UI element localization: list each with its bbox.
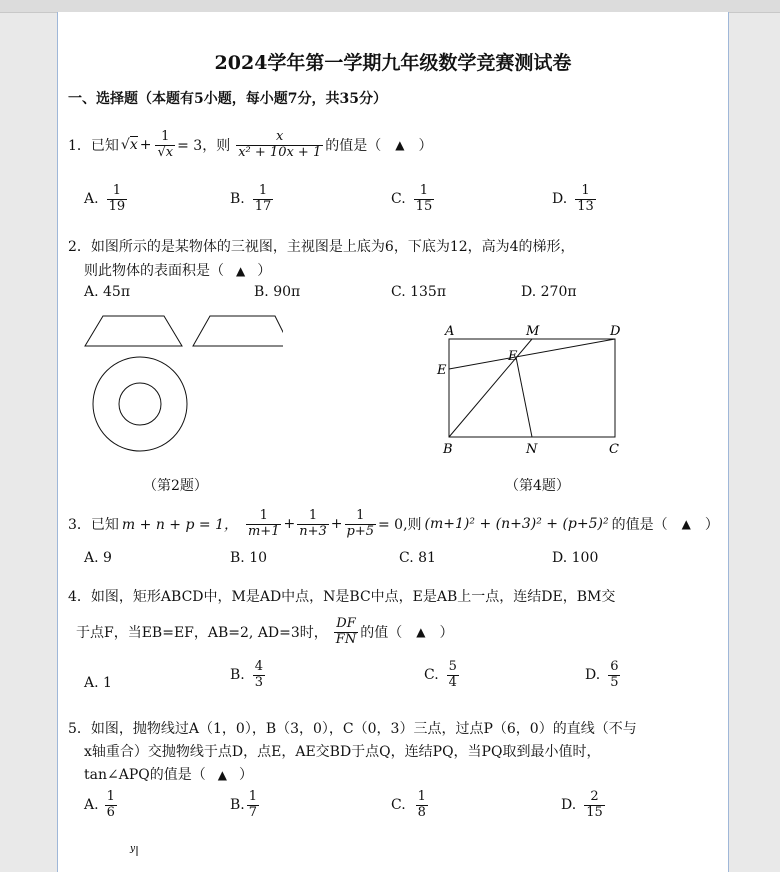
q4-b-den: 3	[254, 674, 264, 690]
q3-frac-2	[297, 509, 329, 540]
q3-expr: (m+1)² + (n+3)² + (p+5)²	[424, 516, 609, 533]
q1-expr-fraction	[236, 130, 323, 161]
q3-pre: 3．已知	[68, 517, 119, 534]
q1-answer-marker: ▲	[395, 138, 405, 153]
q1-close: ）	[418, 138, 433, 155]
q5-option-a-label: A.	[84, 797, 99, 814]
q1-option-c-frac	[414, 184, 435, 215]
q4-c-num: 5	[448, 659, 457, 674]
question-3	[68, 509, 719, 540]
q5-option-c	[391, 790, 430, 821]
q5-line3	[84, 764, 253, 784]
q4-option-c	[424, 660, 461, 691]
q4-line2-text: 于点F，当EB=EF，AB=2, AD=3时，	[76, 625, 328, 642]
q4-close: ）	[439, 625, 454, 642]
q5-close: ）	[238, 767, 253, 783]
q4-b-num: 4	[254, 659, 264, 674]
q5-c-num: 1	[417, 789, 426, 804]
q2-front-view-trapezoid	[85, 316, 182, 346]
q1-eq: = 3，则	[177, 138, 231, 155]
q4-label-a: A	[445, 324, 455, 339]
q4-d-den: 5	[610, 674, 619, 690]
q1-cond-den: x	[165, 144, 174, 160]
q3-option-a: A. 9	[84, 550, 112, 566]
q4-label-e: E	[437, 363, 447, 378]
q2-option-b: B. 90π	[254, 284, 301, 300]
q5-option-d-label: D.	[561, 797, 577, 814]
q4-d-num: 6	[610, 659, 619, 674]
q1-a-den: 19	[108, 198, 126, 214]
section-heading: 一、选择题（本题有5小题，每小题7分，共35分）	[68, 91, 387, 107]
q1-option-b-frac	[253, 184, 274, 215]
q4-answer-marker: ▲	[416, 625, 426, 640]
q3-f2-den: n+3	[299, 523, 327, 539]
q1-b-den: 17	[254, 198, 272, 214]
q2-option-d: D. 270π	[521, 284, 577, 300]
q5-option-b	[230, 790, 261, 821]
q4-line-de	[449, 339, 615, 369]
q5-a-den: 6	[106, 804, 115, 820]
q1-option-d	[552, 184, 598, 215]
q5-option-c-label: C.	[391, 797, 406, 814]
q4-c-den: 4	[448, 674, 457, 690]
q5-option-a	[84, 790, 119, 821]
q4-label-d: D	[610, 324, 621, 339]
q4-line-fn	[516, 357, 532, 437]
q5-option-d-frac	[584, 790, 605, 821]
q3-plus-2: +	[330, 516, 343, 533]
q4-label-f: E	[508, 349, 518, 364]
q2-answer-marker: ▲	[236, 264, 246, 278]
q1-option-c-label: C.	[391, 191, 406, 208]
q1-sqrt-x: x	[129, 137, 138, 154]
q4-label-n: N	[526, 442, 538, 457]
q1-number: 1．已知	[68, 138, 119, 155]
q4-option-c-label: C.	[424, 667, 439, 684]
q2-option-c: C. 135π	[391, 284, 447, 300]
q3-f3-den: p+5	[346, 523, 374, 539]
q4-figure	[430, 322, 630, 472]
q5-a-num: 1	[106, 789, 115, 804]
q5-c-den: 8	[417, 804, 426, 820]
q1-d-num: 1	[581, 183, 590, 198]
q4-option-c-frac	[447, 660, 459, 691]
q5-b-num: 1	[248, 789, 258, 804]
q5-d-num: 2	[590, 789, 599, 804]
q2-line2	[84, 260, 271, 280]
question-1: 1．已知 √x + $\frac{1}{√x}$ = 3，则 $\frac{x}{\text{x² + 10x + 1}}$ 的值是（ ▲ ）	[68, 129, 433, 160]
q1-option-d-label: D.	[552, 191, 568, 208]
q1-plus: +	[139, 137, 152, 154]
q1-d-den: 13	[577, 198, 594, 214]
q4-line-bm	[449, 339, 532, 437]
q4-caption: （第4题）	[505, 478, 570, 494]
q3-option-d: D. 100	[552, 550, 599, 566]
q3-frac-3	[345, 509, 377, 540]
q2-caption: （第2题）	[143, 478, 208, 494]
q5-answer-marker: ▲	[217, 768, 227, 782]
q1-c-num: 1	[419, 183, 429, 198]
q5-y-axis-label: y	[130, 844, 136, 854]
q3-plus-1: +	[283, 516, 296, 533]
q4-label-c: C	[609, 442, 619, 457]
q1-expr-den: x² + 10x + 1	[238, 144, 322, 160]
q2-top-view-inner-circle	[119, 383, 161, 425]
q5-d-den: 15	[586, 804, 603, 820]
q5-line2: x轴重合）交抛物线于点D，点E，AE交BD于点Q，连结PQ，当PQ取到最小值时，	[84, 744, 601, 760]
q3-option-b: B. 10	[230, 550, 268, 566]
q4-option-d-label: D.	[585, 667, 601, 684]
q3-tail: 的值是（	[611, 517, 668, 534]
q1-b-num: 1	[258, 183, 268, 198]
q3-frac-1	[246, 509, 282, 540]
q5-line3-text: tan∠APQ的值是（	[84, 767, 206, 783]
q2-option-a: A. 45π	[84, 284, 131, 300]
q5-option-b-frac	[247, 790, 259, 821]
q4-line1: 4．如图，矩形ABCD中，M是AD中点，N是BC中点，E是AB上一点，连结DE，BM交	[68, 589, 616, 605]
q1-option-a-label: A.	[84, 191, 99, 208]
q1-cond-num: 1	[161, 129, 170, 144]
q4-option-b	[230, 660, 267, 691]
page-title: 2024学年第一学期九年级数学竞赛测试卷	[214, 52, 572, 74]
q3-answer-marker: ▲	[681, 517, 691, 532]
q4-option-d-frac	[608, 660, 620, 691]
q4-option-d	[585, 660, 622, 691]
q4-tail: 的值（	[360, 625, 403, 642]
q1-option-d-frac	[575, 184, 596, 215]
q5-figure-peek	[128, 842, 158, 856]
q1-a-num: 1	[112, 183, 121, 198]
q3-option-c: C. 81	[399, 550, 436, 566]
q4-option-b-label: B.	[230, 667, 245, 684]
q4-frac-den: FN	[335, 631, 357, 647]
q2-figure	[83, 312, 283, 462]
q1-expr-num: x	[276, 129, 284, 144]
q1-c-den: 15	[415, 198, 433, 214]
q4-frac-num: DF	[336, 616, 356, 631]
q1-tail: 的值是（	[325, 138, 382, 155]
q1-cond-fraction: $\frac{1}{√x}$	[157, 129, 174, 160]
q5-option-a-frac	[105, 790, 117, 821]
q4-line2	[76, 617, 453, 648]
q1-option-b	[230, 184, 275, 215]
q2-line2-text: 则此物体的表面积是（	[84, 263, 224, 279]
q3-f1-num: 1	[259, 508, 268, 523]
q3-f2-num: 1	[308, 508, 318, 523]
q5-option-b-label: B.	[230, 797, 245, 814]
q4-option-a: A. 1	[84, 675, 112, 691]
q1-option-a-frac	[107, 184, 128, 215]
q2-line1: 2．如图所示的是某物体的三视图，主视图是上底为6，下底为12，高为4的梯形，	[68, 239, 575, 255]
q4-label-b: B	[443, 442, 453, 457]
q3-f1-den: m+1	[247, 523, 280, 539]
q4-label-m: M	[526, 324, 540, 339]
exam-page	[57, 12, 729, 872]
q3-cond: m + n + p = 1，	[121, 517, 238, 534]
q5-option-d	[561, 790, 607, 821]
q4-fraction	[334, 617, 358, 648]
q3-close: ）	[704, 517, 719, 534]
q1-option-a	[84, 184, 129, 215]
q1-option-b-label: B.	[230, 191, 245, 208]
q3-f3-num: 1	[356, 508, 365, 523]
q2-top-view-outer-circle	[93, 357, 187, 451]
q5-line1: 5．如图，抛物线过A（1，0），B（3，0），C（0，3）三点，过点P（6，0）的直线（不与	[68, 721, 637, 737]
q5-b-den: 7	[248, 804, 258, 820]
q2-close: ）	[257, 263, 272, 279]
q2-side-view-trapezoid	[193, 316, 283, 346]
q1-option-c	[391, 184, 436, 215]
q3-eq: = 0,则	[378, 517, 422, 534]
q5-option-c-frac	[416, 790, 428, 821]
q4-option-b-frac	[253, 660, 265, 691]
